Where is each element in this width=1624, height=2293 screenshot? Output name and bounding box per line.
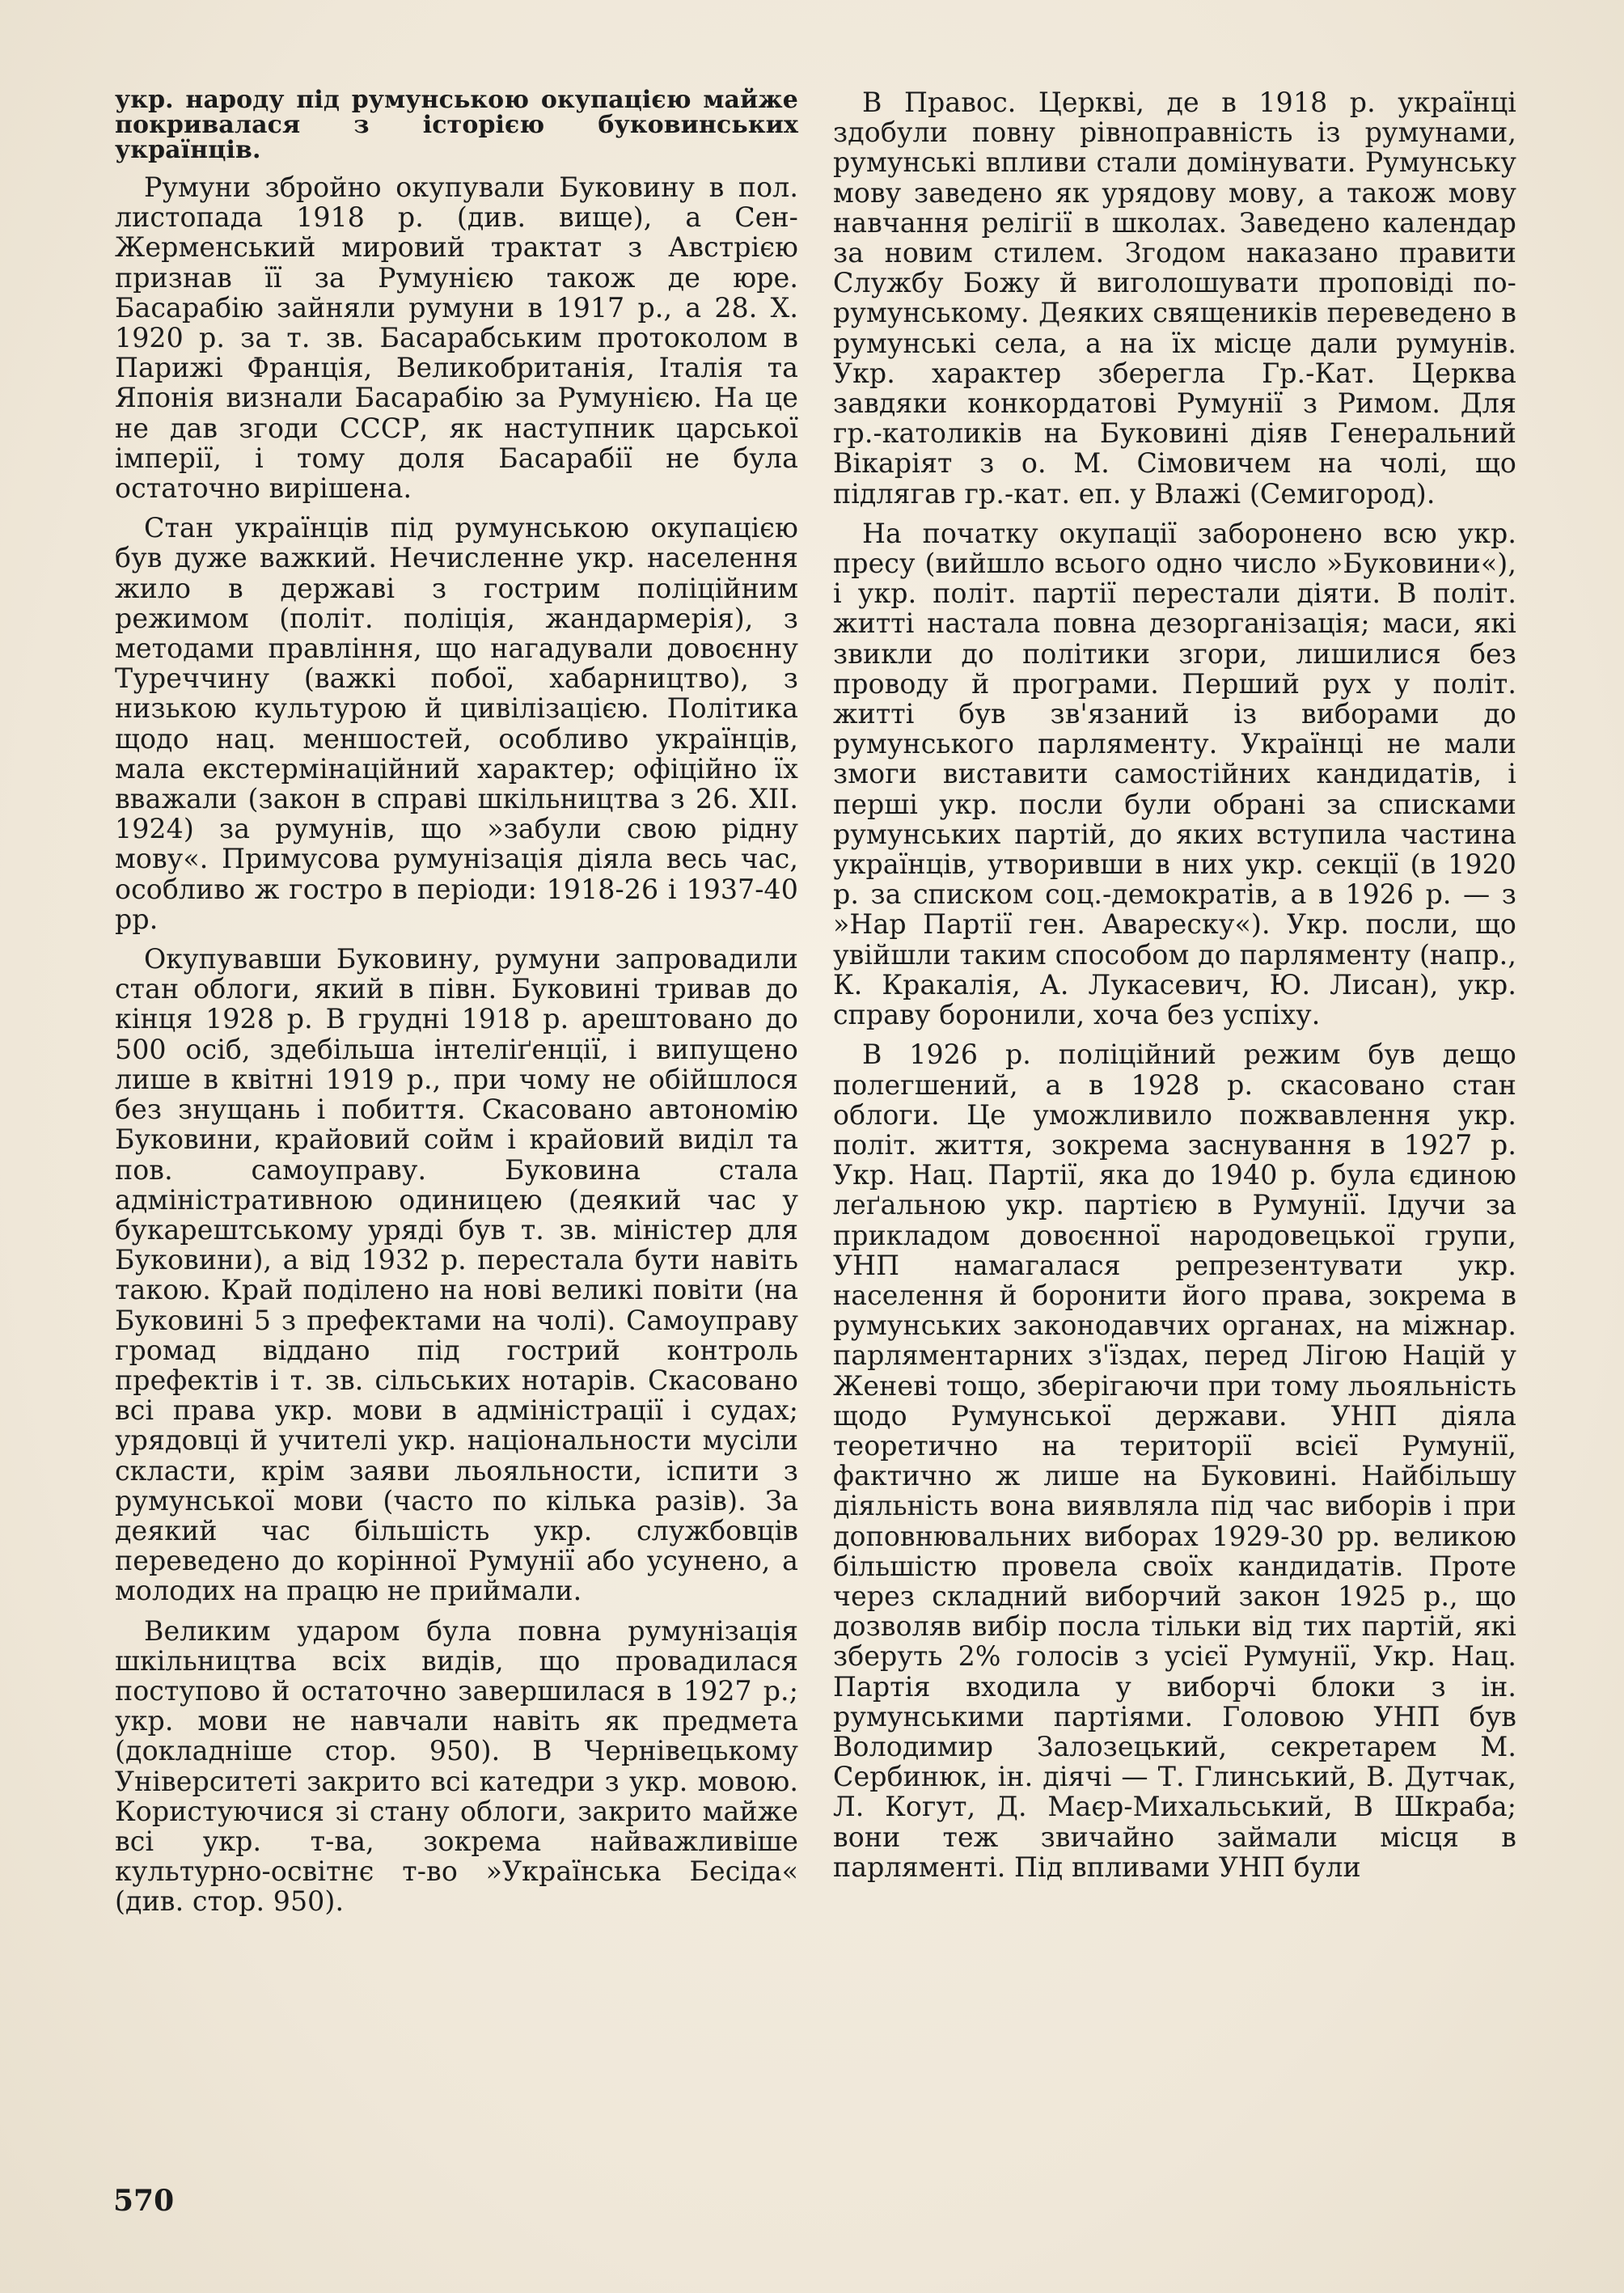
paragraph: В Правос. Церкві, де в 1918 р. українці здобули повну рівноправність із румунами, румунські впливи стали домінувати. Румунську мову заведено як урядову мову, а також мову навчання релігії в школах. Заведено календар за новим стилем. Згодом наказано правити Службу Божу й виголошувати проповіді по-румунському. Деяких священиків переведено в румунські села, а на їх місце дали румунів. Укр. характер зберегла Гр.-Кат. Церква завдяки конкордатові Румунії з Римом. Для гр.-католиків на Буковині діяв Генеральний Вікаріят з о. М. Сімовичем на чолі, що підлягав гр.-кат. еп. у Влажі (Семигород).	[833, 87, 1516, 510]
paragraph: укр. народу під румунською окупацією майже покривалася з історією буковинських українців.	[115, 86, 798, 164]
paragraph: Окупувавши Буковину, румуни запровадили стан облоги, який в півн. Буковині тривав до кінця 1928 р. В грудні 1918 р. арештовано до 500 осіб, здебільша інтеліґенції, і випущено лише в квітні 1919 р., при чому не обійшлося без знущань і побиття. Скасовано автономію Буковини, крайовий сойм і крайовий виділ та пов. самоуправу. Буковина стала адміністративною одиницею (деякий час у букарештському уряді був т. зв. міністер для Буковини), а від 1932 р. перестала бути навіть такою. Край поділено на нові великі повіти (на Буковині 5 з префектами на чолі). Самоуправу громад віддано під гострий контроль префектів і т. зв. сільських нотарів. Скасовано всі права укр. мови в адміністрації і судах; урядовці й учителі укр. національности мусіли скласти, крім заяви льояльности, іспити з румунської мови (часто по кілька разів). За деякий час більшість укр. службовців переведено до корінної Румунії або усунено, а молодих на працю не приймали.	[115, 943, 798, 1607]
paragraph: На початку окупації заборонено всю укр. пресу (вийшло всього одно число »Буковини«), і укр. політ. партії перестали діяти. В політ. житті настала повна дезорганізація; маси, які звикли до політики згори, лишилися без проводу й програми. Перший рух у політ. житті був зв'язаний із виборами до румунського парляменту. Українці не мали змоги виставити самостійних кандидатів, і перші укр. посли були обрані за списками румунських партій, до яких вступила частина українців, утворивши в них укр. секції (в 1920 р. за списком соц.-демократів, а в 1926 р. — з »Нар Партії ген. Авареску«). Укр. посли, що увійшли таким способом до парляменту (напр., К. Кракалія, А. Лукасевич, Ю. Лисан), укр. справу боронили, хоча без успіху.	[833, 517, 1516, 1031]
paragraph: Стан українців під румунською окупацією був дуже важкий. Нечисленне укр. населення жило в державі з гострим поліційним режимом (політ. поліція, жандармерія), з методами правління, що нагадували довоєнну Туреччину (важкі побої, хабарництво), з низькою культурою й цивілізацією. Політика щодо нац. меншостей, особливо українців, мала екстермінаційний характер; офіційно їх вважали (закон в справі шкільництва з 26. XII. 1924) за румунів, що »забули свою рідну мову«. Примусова румунізація діяла весь час, особливо ж гостро в періоди: 1918-26 і 1937-40 рр.	[115, 512, 798, 935]
left-column	[115, 87, 798, 1917]
paragraph: Румуни збройно окупували Буковину в пол. листопада 1918 р. (див. вище), а Сен-Жерменський мировий трактат з Австрією признав її за Румунією також де юре. Басарабію зайняли румуни в 1917 р., а 28. X. 1920 р. за т. зв. Басарабським протоколом в Парижі Франція, Великобританія, Італія та Японія визнали Басарабію за Румунією. На це не дав згоди СССР, як наступник царської імперії, і тому доля Басарабії не була остаточно вирішена.	[115, 171, 798, 505]
paragraph: Великим ударом була повна румунізація шкільництва всіх видів, що провадилася поступово й остаточно завершилася в 1927 р.; укр. мови не навчали навіть як предмета (докладніше стор. 950). В Чернівецькому Університеті закрито всі катедри з укр. мовою. Користуючися зі стану облоги, закрито майже всі укр. т-ва, зокрема найважливіше культурно-освітнє т-во »Українська Бесіда« (див. стор. 950).	[115, 1614, 798, 1918]
page-number: 570	[113, 2184, 175, 2218]
paragraph: В 1926 р. поліційний режим був дещо полегшений, а в 1928 р. скасовано стан облоги. Це уможливило пожвавлення укр. політ. життя, зокрема заснування в 1927 р. Укр. Нац. Партії, яка до 1940 р. була єдиною леґальною укр. партією в Румунії. Ідучи за прикладом довоєнної народовецької групи, УНП намагалася репрезентувати укр. населення й боронити його права, зокрема в румунських законодавчих органах, на міжнар. парляментарних з'їздах, перед Лігою Націй у Женеві тощо, зберігаючи при тому льояльність щодо Румунської держави. УНП діяла теоретично на території всієї Румунії, фактично ж лише на Буковині. Найбільшу діяльність вона виявляла під час виборів і при доповнювальних виборах 1929-30 рр. великою більшістю провела своїх кандидатів. Проте через складний виборчий закон 1925 р., що дозволяв вибір посла тільки від тих партій, які зберуть 2% голосів з усієї Румунії, Укр. Нац. Партія входила у виборчі блоки з ін. румунськими партіями. Головою УНП був Володимир Залозецький, секретарем М. Сербинюк, ін. діячі — Т. Глинський, В. Дутчак, Л. Когут, Д. Маєр-Михальський, В Шкраба; вони теж звичайно займали місця в парляменті. Під впливами УНП були	[833, 1039, 1516, 1883]
right-column	[833, 87, 1516, 1882]
